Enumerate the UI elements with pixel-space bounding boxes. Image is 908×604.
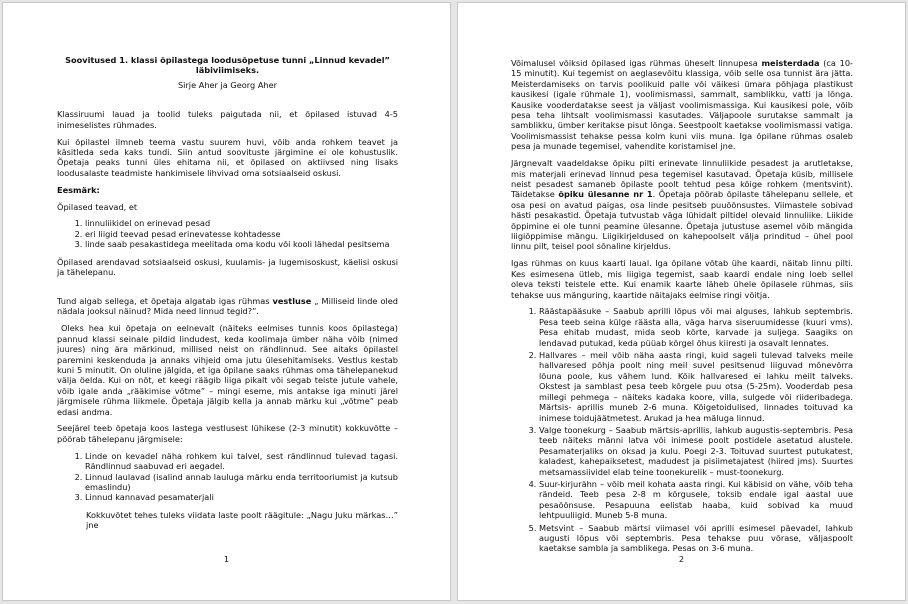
list-item: 2. eri liigid teevad pesad erinevatesse kohtadesse	[85, 229, 398, 239]
list-item: 3. Valge toonekurg – Saabub märtsis-aprillis, lahkub augustis-septembris. Pesa teeb näiteks männi latva või inimese poolt postidele asetatud alustele. Pesamaterjaliks on oksad ja kulu. Poegi 2-3. Toituvad suurtest putukatest, kaladest, kahepaiksetest, madudest ja pisiimetajatest (hiired jms). Suurtes metsamassiividel elab teine toonekurelik – must-toonekurg.	[539, 425, 853, 477]
list-item: 1. Linde on kevadel näha rohkem kui talvel, sest rändlinnud tulevad tagasi. Rändlinnud saabuvad eri aegadel.	[85, 451, 398, 472]
paragraph: Kokkuvõtet tehes tuleks viidata laste poolt räägitule: „Nagu Juku märkas…” jne	[86, 509, 398, 531]
paragraph: Oleks hea kui õpetaja on eelnevalt (näiteks eelmises tunnis koos õpilastega) pannud klassi seinale pildid lindudest, keda koolimaja ümber näha võib (nimed juures) ning ära märkinud, millised neist on rändlinnud. See aitaks õpilastel paremini keskenduda ja annaks vihjeid oma jutu ülesehitamiseks. Vestlus kestab kuni 5 minutit. On oluline jälgida, et iga õpilane saaks rühmas oma tähelepanekud välja öelda. Kui on nõt, et keegi räägib liiga pikalt või segab teiste jutule vahele, võib igale anda „rääkimise võtme” – mingi eseme, mis antakse iga minuti järel järgmisele rühma liikmele. Õpetaja jälgib kella ja annab märku kui „võtme” peab edasi andma.	[57, 323, 398, 417]
paragraph: Kui õpilastel ilmneb teema vastu suurem huvi, võib anda rohkem teavet ja käsitleda seda kaks tundi. Siin antud soovituste järgimine ei ole kohustuslik. Õpetaja peaks tunni üles ehitama nii, et õpilased on aktiivsed ning lisaks loodusalaste teadmiste hankimisele lihvivad oma sotsiaalseid oskusi.	[57, 136, 398, 178]
text-run: Tund algab sellega, et õpetaja algatab igas rühmas	[57, 296, 273, 306]
list-item: 2. Linnud laulavad (isalind annab lauluga märku enda territooriumist ja kutsub emaslindu)	[85, 472, 398, 493]
paragraph: Seejärel teeb õpetaja koos lastega vestlusest lühikese (2-3 minutit) kokkuvõtte – pöörab tähelepanu järgmisele:	[57, 423, 398, 444]
bold-text: meisterdada	[761, 58, 820, 68]
list-item: 3. Linnud kannavad pesamaterjali	[85, 492, 398, 502]
document-title: Soovitused 1. klassi õpilastega loodusõpetuse tunni „Linnud kevadel” läbiviimiseks.	[65, 55, 390, 76]
paragraph	[57, 296, 398, 317]
text-run: (ca 10-15 minutit). Kui tegemist on aeglasevõitu klassiga, võib selle osa tunnist ära jätta. Meisterdamiseks on tarvis poolikuid palle või väikesi ümara põhjaga plastikust kausikesi (igale rühmale 1), voolimismassi, sammalt, samblikku, vatti ja lõnga. Kausike vooderdatakse seest ja väljast voolimismassiga. Kui kausikesi pole, võib pesa teha lihtsalt voolimismassi kasutades. Väljapoole surutakse sammalt ja samblikku, ümber keritakse pisut lõnga. Seestpoolt kaetakse voolimismassi vatiga. Voolimismassist tehakse pessa kolm kuni viis muna. Iga õpilane rühmas osaleb pesa ja munade tegemisel, vahendite koristamisel jne.	[511, 58, 853, 152]
page-number: 1	[223, 554, 230, 564]
text-run: Järgnevalt vaadeldakse õpiku pilti erinevate linnuliikide pesadest ja arutletakse, mis materjali erinevad linnud pesa tegemisel kasutavad. Õpetaja küsib, millisele neist pesadest samaneb õpilaste poolt tehtud pesa kõige rohkem (mentsvint). Täidetakse	[511, 158, 853, 200]
paragraph: Igas rühmas on kuus kaarti laual. Iga õpilane võtab ühe kaardi, näitab linnu pilti. Kes esimesena ütleb, mis liigiga tegemist, saab kaardi endale ning loeb sellel oleva teksti teistele ette. Kui enamik kaarte läheb ühele õpilasele rühmas, siis tehakse uus mänguring, kaartide näitajaks eelmise ringi võitja.	[511, 258, 853, 300]
list-item: 2. Hallvares – meil võib näha aasta ringi, kuid sageli tulevad talveks meile hallvaresed põhja poolt ning meil suvel pesitsenud liiguvad mõnevõrra lõuna poole, kus vähem lund. Kõik hallvaresed ei lahku meilt talveks. Okstest ja samblast pesa teeb kõrgele puu otsa (5-25m). Vooderdab pesa millegi pehmega – näiteks kadaka koore, villa, sulgede või riideribadega. Märtsis- aprillis muneb 2-6 muna. Kõigetoidulised, linnades toituvad ka inimese toidujäätmetest. Arukad ja hea mäluga linnud.	[539, 350, 853, 423]
goal-heading: Eesmärk:	[57, 184, 100, 195]
text-run: Võimalusel võiksid õpilased igas rühmas üheselt linnupesa	[511, 58, 762, 68]
page-2	[457, 2, 906, 601]
paragraph: Õpilased arendavad sotsiaalseid oskusi, kuulamis- ja lugemisoskust, käelisi oskusi ja tähelepanu.	[57, 256, 398, 278]
paragraph	[511, 158, 853, 252]
list-item: 5. Metsvint – Saabub märtsi viimasel või aprilli esimesel päevadel, lahkub augusti lõpus või septembris. Pesa tehakse puu võrase, väljaspoolt kaetakse sambla ja samblikega. Pesas on 3-6 muna.	[539, 523, 853, 554]
list-item: 4. Suur-kirjurähn – võib meil kohata aasta ringi. Kui käbisid on vähe, võib teha rändeid. Teeb pesa 2-8 m kõrgusele, toksib endale igal aastal uue pesaõõnsuse. Pesapuuna eelistab haaba, kuid sobivad ka muud lehtpuuliigid. Muneb 5-8 muna.	[539, 479, 853, 521]
page-2-content	[511, 58, 853, 560]
list-item: 3. linde saab pesakastidega meelitada oma kodu või kooli lähedal pesitsema	[85, 239, 398, 249]
page-1	[2, 2, 451, 601]
list-item: 1. Räästapääsuke – Saabub aprilli lõpus või mai alguses, lahkub septembris. Pesa teeb seina külge räästa alla, väga harva siseruumidesse (kuuri vms). Pesa ehitab mudast, mida seob kõrte, karvade ja suljega. Saagiks on lendavad putukad, keda püüab kõrgel õhus kiiresti ja osavalt lennates.	[539, 306, 853, 348]
page-1-content	[57, 53, 398, 537]
paragraph: Klassiruumi lauad ja toolid tuleks paigutada nii, et õpilased istuvad 4-5 inimeselistes rühmades.	[57, 109, 398, 130]
text-run: „ Milliseid linde oled nädala jooksul näinud? Mida need linnud tegid?”.	[57, 296, 398, 317]
paragraph: Õpilased teavad, et	[57, 201, 138, 212]
summary-list	[57, 451, 398, 503]
authors: Sirje Aher ja Georg Aher	[177, 79, 278, 90]
page-number: 2	[678, 554, 685, 564]
bold-text: õpiku ülesanne nr 1	[558, 189, 653, 200]
bird-list	[511, 306, 853, 553]
text-run: . Õpetaja pöörab õpilaste tähelepanu sellele, et osa pesi on avatud paigas, osa linde pesitseb puuõõnsustes. Viimastele sobivad hästi pesakastid. Õpetaja tutvustab väga lühidalt piltidel olevaid linnuliike. Liikide õppimine ei ole tunni peamine ülesanne. Õpetaja jutustuse asemel võib mängida liigiõppimise mängu. Liigikirjeldused on kahepoolselt välja prinditud – ühel pool linnu pilt, teisel pool sõnaline kirjeldus.	[511, 189, 853, 252]
goals-list	[57, 218, 398, 249]
paragraph	[511, 58, 853, 152]
bold-text: vestluse	[272, 296, 312, 306]
list-item: 1. linnuliikidel on erinevad pesad	[85, 218, 398, 228]
